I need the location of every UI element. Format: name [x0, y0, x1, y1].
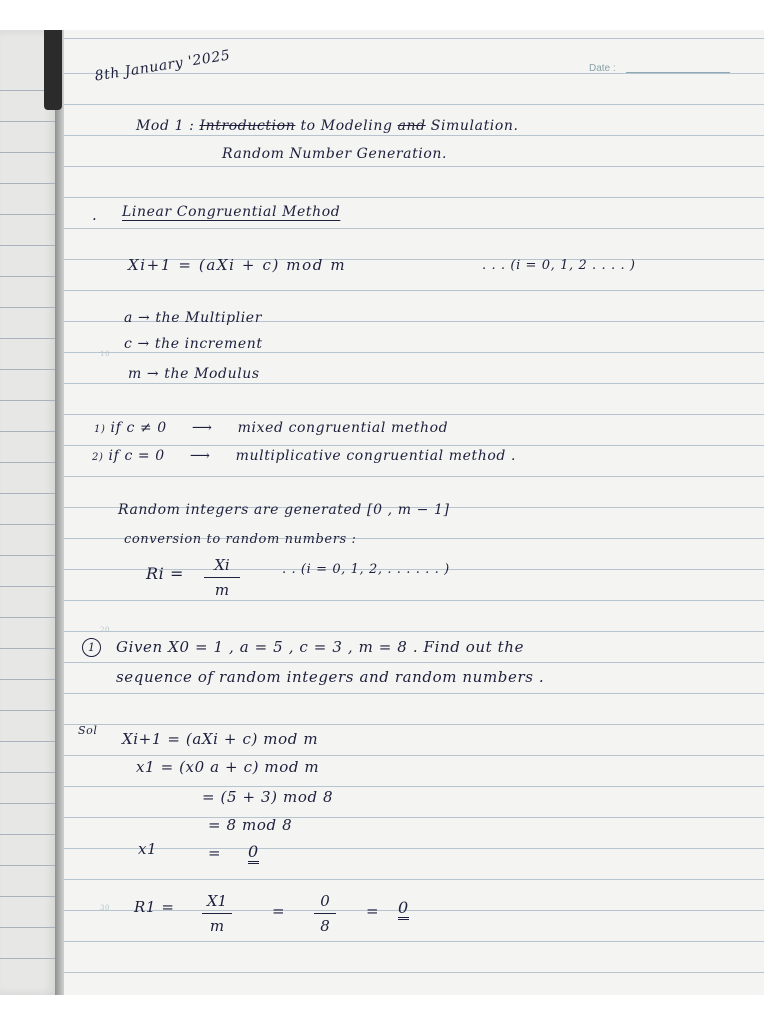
margin-number-20: 20	[100, 626, 111, 634]
r1-value-text: 0	[398, 898, 409, 920]
r1-fraction-2	[314, 892, 336, 935]
margin-number-30: 30	[100, 904, 111, 912]
printed-date-rule	[626, 72, 730, 73]
case-2-result: multiplicative congruential method .	[235, 448, 517, 464]
case-1	[94, 420, 448, 436]
step-3: = (5 + 3) mod 8	[202, 788, 334, 806]
example-line-2: sequence of random integers and random numbers .	[116, 668, 545, 686]
r1-numerator: X1	[206, 892, 228, 910]
r1-value	[398, 898, 409, 917]
heading-line-1	[136, 118, 519, 134]
example-line-1: Given X0 = 1 , a = 5 , c = 3 , m = 8 . Find out the	[116, 638, 525, 656]
case-2-arrow: ⟶	[189, 448, 211, 464]
step-4: = 8 mod 8	[208, 816, 293, 834]
example-number-circle: 1	[82, 638, 101, 657]
case-1-arrow: ⟶	[191, 420, 213, 436]
solution-label: Sol	[78, 724, 98, 737]
ri-left: Ri =	[146, 564, 185, 583]
case-2	[92, 448, 516, 464]
case-1-result: mixed congruential method	[237, 420, 449, 436]
r1-numerator-2: 0	[320, 892, 330, 910]
r1-fraction	[202, 892, 232, 935]
ri-fraction	[204, 556, 240, 599]
heading-struck-and: and	[397, 118, 426, 134]
r1-eq-3: =	[366, 902, 380, 920]
lcm-formula: Xi+1 = (aXi + c) mod m	[128, 256, 347, 274]
notebook-page	[64, 30, 764, 995]
step-2: x1 = (x0 a + c) mod m	[136, 758, 320, 776]
r1-eq-2: =	[272, 902, 286, 920]
ri-denominator: m	[214, 581, 230, 599]
heading-mid: to Modeling	[300, 118, 393, 134]
heading-mod: Mod 1 :	[136, 118, 195, 134]
x1-label: x1	[138, 840, 158, 858]
r1-denominator: m	[209, 917, 225, 935]
def-modulus: m → the Modulus	[128, 366, 260, 382]
case-2-num: 2)	[92, 452, 104, 463]
r1-label: R1 =	[134, 898, 175, 916]
heading-line-2: Random Number Generation.	[222, 146, 448, 162]
def-multiplier: a → the Multiplier	[124, 310, 262, 326]
x1-value-text: 0	[248, 842, 259, 864]
step-1: Xi+1 = (aXi + c) mod m	[122, 730, 319, 748]
section-bullet: .	[92, 206, 98, 224]
ri-range: . . (i = 0, 1, 2, . . . . . . )	[282, 562, 450, 577]
conversion-line: conversion to random numbers :	[124, 532, 357, 547]
case-2-cond: if c = 0	[108, 448, 165, 464]
section-title: Linear Congruential Method	[122, 204, 341, 220]
x1-value	[248, 842, 259, 861]
ri-numerator: Xi	[214, 556, 230, 574]
r1-denominator-2: 8	[320, 917, 330, 935]
printed-date-label: Date :	[589, 63, 616, 74]
binder-clip	[44, 30, 62, 110]
left-notebook-page	[0, 30, 60, 995]
case-1-cond: if c ≠ 0	[110, 420, 167, 436]
margin-number-10: 10	[100, 350, 111, 358]
handwritten-date: 8th January '2025	[93, 47, 232, 85]
random-integers-line: Random integers are generated [0 , m − 1]	[118, 502, 450, 518]
heading-end: Simulation.	[430, 118, 519, 134]
def-increment: c → the increment	[124, 336, 263, 352]
heading-struck-word: Introduction	[199, 118, 296, 134]
case-1-num: 1)	[94, 424, 106, 435]
lcm-range: . . . (i = 0, 1, 2 . . . . )	[482, 258, 636, 273]
x1-eq: =	[208, 844, 222, 862]
